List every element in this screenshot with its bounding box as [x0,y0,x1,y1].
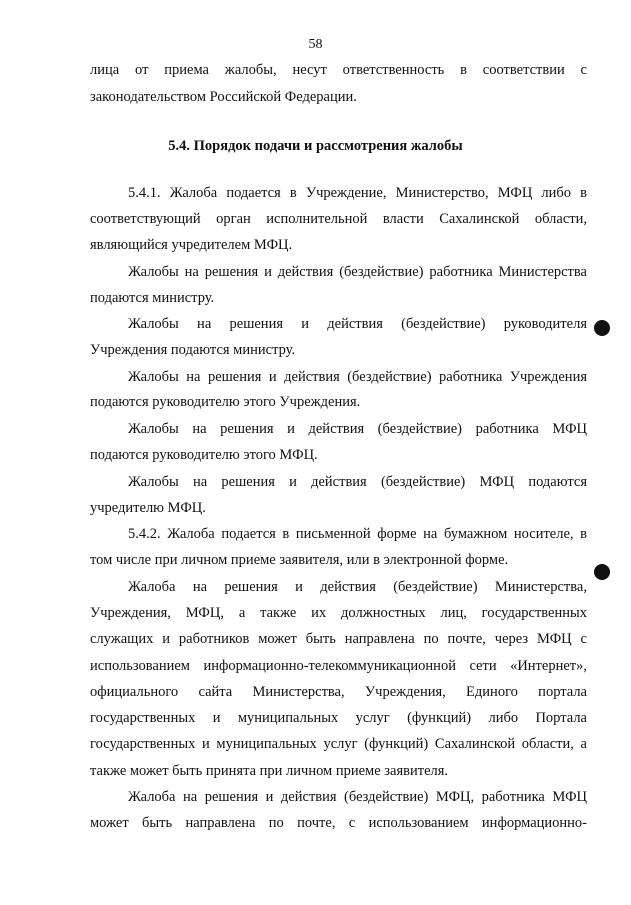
body-line: являющийся учредителем МФЦ. [90,237,293,253]
body-line: официального сайта Министерства, Учреждения, Единого портала [90,684,587,700]
body-line: Жалобы на решения и действия (бездействие) руководителя [128,316,587,332]
body-line: Жалоба на решения и действия (бездействие) МФЦ, работника МФЦ [128,789,587,805]
body-line: 5.4.2. Жалоба подается в письменной форме на бумажном носителе, в [128,526,587,542]
body-line: также может быть принята при личном приеме заявителя. [90,763,449,779]
section-heading-text: 5.4. Порядок подачи и рассмотрения жалобы [168,138,463,154]
body-line: может быть направлена по почте, с использованием информационно- [90,815,587,831]
body-line: Учреждения, МФЦ, а также их должностных лиц, государственных [90,605,587,621]
body-line: подаются руководителю этого МФЦ. [90,447,318,463]
body-line: том числе при личном приеме заявителя, или в электронной форме. [90,552,509,568]
body-line: служащих и работников может быть направлена по почте, через МФЦ с [90,631,587,647]
section-heading [0,137,631,155]
body-line: государственных и муниципальных услуг (функций) либо Портала [90,710,587,726]
body-line: Учреждения подаются министру. [90,342,296,358]
body-line: Жалоба на решения и действия (бездействие) Министерства, [128,579,587,595]
body-line: лица от приема жалобы, несут ответственность в соответствии с [90,62,587,78]
body-line: Жалобы на решения и действия (бездействие) МФЦ подаются [128,474,587,490]
body-line: законодательством Российской Федерации. [90,89,357,105]
body-line: 5.4.1. Жалоба подается в Учреждение, Министерство, МФЦ либо в [128,185,587,201]
binder-hole-mark [594,564,610,580]
body-line: подаются министру. [90,290,215,306]
body-line: государственных и муниципальных услуг (функций) Сахалинской области, а [90,736,587,752]
body-line: учредителю МФЦ. [90,500,206,516]
body-line: соответствующий орган исполнительной власти Сахалинской области, [90,211,587,227]
body-line: Жалобы на решения и действия (бездействие) работника МФЦ [128,421,587,437]
page-number: 58 [308,37,323,52]
body-line: подаются руководителю этого Учреждения. [90,394,361,410]
binder-hole-mark [594,320,610,336]
body-line: Жалобы на решения и действия (бездействие) работника Учреждения [128,369,587,385]
body-line: использованием информационно-телекоммуникационной сети «Интернет», [90,658,587,674]
body-line: Жалобы на решения и действия (бездействие) работника Министерства [128,264,587,280]
